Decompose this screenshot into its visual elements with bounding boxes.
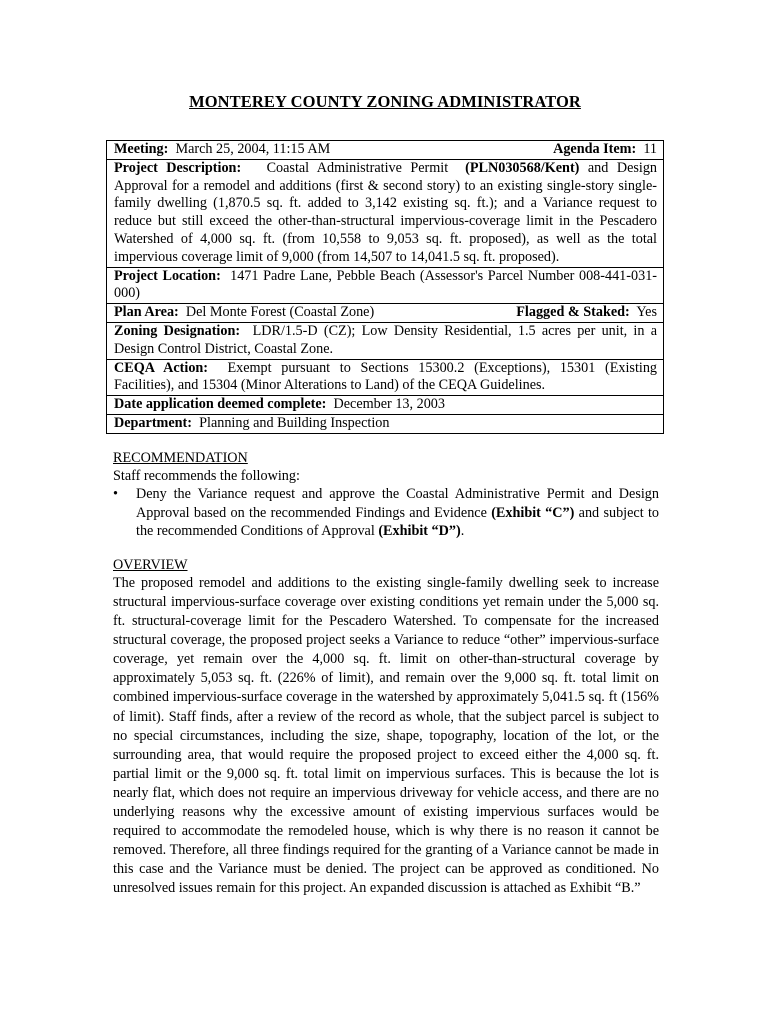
overview-section (113, 556, 659, 898)
complete-date-value: December 13, 2003 (333, 396, 445, 413)
flagged-value: Yes (636, 304, 657, 321)
complete-date-label: Date application deemed complete: (114, 396, 327, 413)
zoning-row (107, 322, 663, 359)
agenda-cell (553, 141, 657, 159)
zoning-value: LDR/1.5-D (CZ); Low Density Residential, 1.5 acres per unit, in a Design Control District, Coastal Zone. (114, 322, 658, 357)
flagged-cell (516, 304, 657, 322)
recommendation-bullet-text (136, 485, 659, 540)
project-description-label: Project Description: (114, 159, 242, 176)
meeting-label: Meeting: (114, 141, 169, 157)
agenda-label: Agenda Item: (553, 141, 637, 157)
recommendation-heading: RECOMMENDATION (113, 450, 248, 466)
ceqa-row (107, 359, 663, 396)
project-description-row (107, 159, 663, 267)
project-description-text: and Design Approval for a remodel and additions (first & second story) to an existing single-story single-family dwelling (1,870.5 sq. ft. added to 3,142 existing sq. ft.); and a Variance request to reduce but still exceed the other-than-structural impervious-coverage limit in the Pescadero Watershed of 4,000 sq. ft. (from 10,558 to 9,053 sq. ft. proposed), as well as the total impervious coverage limit of 9,000 (from 14,507 to 14,041.5 sq. ft. proposed). (114, 159, 658, 265)
plan-area-row (107, 303, 663, 322)
exhibit-d-ref: (Exhibit “D”) (378, 522, 461, 539)
flagged-label: Flagged & Staked: (516, 304, 630, 321)
department-label: Department: (114, 414, 193, 431)
meeting-cell (114, 141, 330, 159)
complete-date-row (107, 395, 663, 414)
project-location-row (107, 267, 663, 304)
overview-body: The proposed remodel and additions to the existing single-family dwelling seek to increase structural impervious-surface coverage over existing conditions yet remain under the 5,000 sq. ft. structural-coverage limit for the Pescadero Watershed. To compensate for the increased structural coverage, the proposed project seeks a Variance to reduce “other” impervious-surface coverage, yet remain over the 4,000 sq. ft. limit on other-than-structural coverage by approximately 5,053 sq. ft. (226% of limit), and remain over the 9,000 sq. ft. total limit on combined impervious-surface coverage in the watershed by approximately 5,041.5 sq. ft (156% of limit). Staff finds, after a review of the record as whole, that the subject parcel is subject to no special circumstances, including the size, shape, topography, location of the lot, or the surrounding area, that would require the proposed project to exceed either the 4,000 sq. ft. partial limit or the 9,000 sq. ft. total limit on impervious surfaces. This is because the lot is nearly flat, which does not require an impervious driveway for vehicle access, and there are no underlying reasons why the excessive amount of existing impervious surfaces would be required to accommodate the remodeled house, which is why there is no reason it cannot be removed. Therefore, all three findings required for the granting of a Variance cannot be made in this case and the Variance must be denied. The project can be approved as conditioned. No unresolved issues remain for this project. An expanded discussion is attached as Exhibit “B.” (113, 575, 659, 896)
department-row (107, 414, 663, 433)
project-description-pre: Coastal Administrative Permit (266, 159, 449, 176)
project-location-value: 1471 Padre Lane, Pebble Beach (Assessor's Parcel Number 008-441-031-000) (114, 267, 658, 302)
ceqa-label: CEQA Action: (114, 359, 209, 376)
agenda-value: 11 (643, 141, 657, 157)
zoning-label: Zoning Designation: (114, 322, 241, 339)
recommendation-intro: Staff recommends the following: (113, 468, 300, 485)
project-reference: (PLN030568/Kent) (465, 159, 580, 176)
project-location-label: Project Location: (114, 267, 221, 284)
plan-area-cell (114, 304, 374, 322)
ceqa-value: Exempt pursuant to Sections 15300.2 (Exceptions), 15301 (Existing Facilities), and 15304 (Minor Alterations to Land) of the CEQA Guidelines. (114, 359, 658, 394)
recommendation-bullet (113, 485, 659, 540)
meeting-row (107, 141, 663, 159)
page-title: MONTEREY COUNTY ZONING ADMINISTRATOR (189, 92, 581, 111)
bullet-text-pre: Deny the Variance request and approve the Coastal Administrative Permit and Design Approval based on the recommended Findings and Evidence (136, 486, 659, 521)
recommendation-section (113, 449, 659, 540)
overview-heading: OVERVIEW (113, 557, 188, 573)
plan-area-label: Plan Area: (114, 304, 179, 321)
project-info-table (106, 140, 664, 434)
bullet-text-end: . (460, 522, 465, 539)
plan-area-value: Del Monte Forest (Coastal Zone) (185, 304, 375, 321)
meeting-value: March 25, 2004, 11:15 AM (175, 141, 331, 157)
bullet-dot: • (113, 486, 118, 503)
department-value: Planning and Building Inspection (199, 414, 390, 431)
exhibit-c-ref: (Exhibit “C”) (491, 504, 575, 521)
bullet-text-mid: and subject to the recommended Conditions of Approval (136, 504, 659, 539)
